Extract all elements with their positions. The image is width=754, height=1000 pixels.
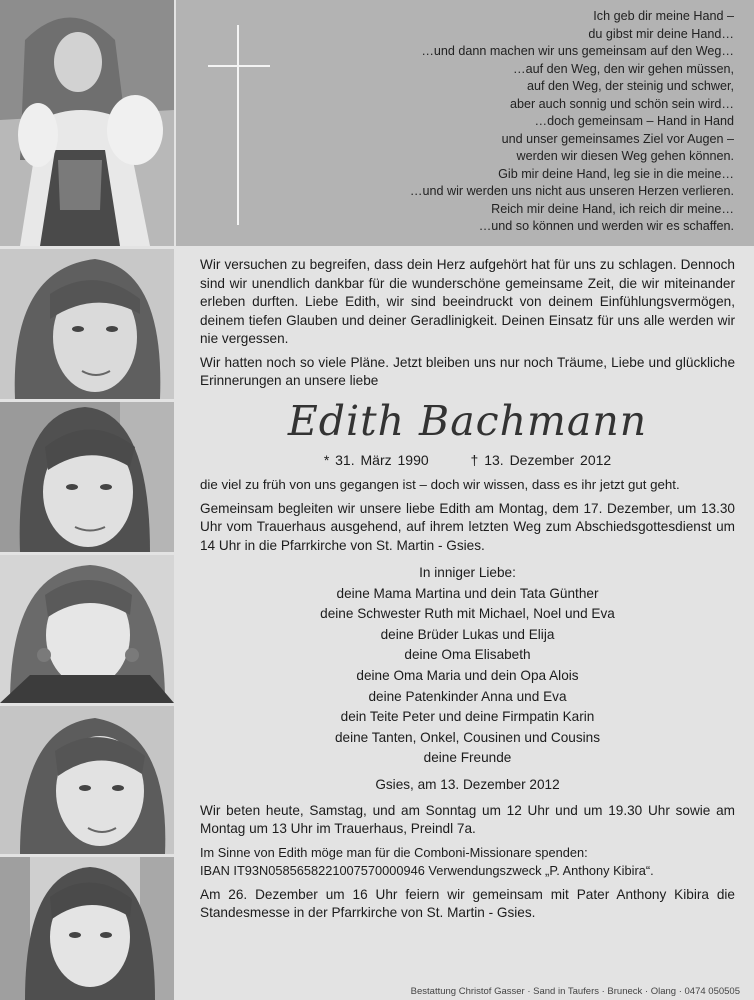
poem-line: auf den Weg, der steinig und schwer,	[527, 79, 734, 93]
obituary-text	[200, 256, 735, 928]
mourner: deine Patenkinder Anna und Eva	[368, 688, 567, 704]
poem-line: Ich geb dir meine Hand –	[593, 9, 734, 23]
undertaker-footer: Bestattung Christof Gasser · Sand in Taufers · Bruneck · Olang · 0474 050505	[410, 986, 740, 997]
mass-paragraph: Am 26. Dezember um 16 Uhr feiern wir gemeinsam mit Pater Anthony Kibira die Standesmesse in der Pfarrkirche von St. Martin - Gsies.	[200, 886, 735, 921]
cross-icon	[237, 25, 239, 225]
funeral-paragraph: Gemeinsam begleiten wir unsere liebe Edith am Montag, dem 17. Dezember, um 13.30 Uhr vom Trauerhaus ausgehend, auf ihrem letzten Weg zum Abschiedsgottesdienst um 14 Uhr in die Pfarrkirche von St. Martin - Gsies.	[200, 500, 735, 553]
poem-line: …und dann machen wir uns gemeinsam auf den Weg…	[421, 44, 734, 58]
intro-paragraph-2: Wir hatten noch so viele Pläne. Jetzt bleiben uns nur noch Träume, Liebe und glückliche Erinnerungen an unsere liebe	[200, 354, 735, 388]
mourner: dein Teite Peter und deine Firmpatin Karin	[340, 709, 595, 725]
poem-line: du gibst mir deine Hand…	[588, 26, 734, 41]
poem-line: werden wir diesen Weg gehen können.	[516, 149, 734, 163]
mourner: deine Schwester Ruth mit Michael, Noel und Eva	[320, 606, 615, 622]
deceased-name: Edith Bachmann	[287, 396, 648, 445]
portrait-photo-3	[0, 402, 174, 552]
portrait-photo-2	[0, 249, 174, 399]
mourner: deine Brüder Lukas und Elija	[380, 626, 555, 642]
poem-line: …auf den Weg, den wir gehen müssen,	[513, 61, 734, 76]
cross-icon-bar	[208, 65, 270, 67]
poem-line: Reich mir deine Hand, ich reich dir meine…	[491, 201, 734, 216]
portrait-photo-1	[0, 0, 174, 246]
mourner: deine Mama Martina und dein Tata Günther	[336, 585, 599, 601]
mourner: deine Oma Maria und dein Opa Alois	[356, 667, 579, 683]
portrait-photo-4	[0, 555, 174, 703]
donation-line: Im Sinne von Edith möge man für die Comboni-Missionare spenden:	[200, 844, 588, 860]
poem	[314, 8, 734, 236]
birth-date: * 31. März 1990	[323, 451, 429, 468]
poem-line: …und wir werden uns nicht aus unseren Herzen verlieren.	[409, 184, 734, 198]
mourner: deine Tanten, Onkel, Cousinen und Cousins	[334, 729, 600, 745]
death-date: † 13. Dezember 2012	[470, 451, 612, 468]
mourners-list	[200, 563, 735, 796]
portrait-photo-6	[0, 857, 174, 1000]
mourner: deine Freunde	[423, 750, 512, 766]
poem-line: …und so können und werden wir es schaffen.	[478, 219, 734, 233]
donation-iban: IBAN IT93N0585658221007570000946 Verwendungszweck „P. Anthony Kibira“.	[200, 863, 654, 879]
place-date: Gsies, am 13. Dezember 2012	[375, 776, 560, 792]
life-dates	[200, 451, 735, 470]
prayer-paragraph: Wir beten heute, Samstag, und am Sonntag um 12 Uhr und um 19.30 Uhr sowie am Montag um 13 Uhr im Trauerhaus, Preindl 7a.	[200, 802, 735, 837]
intro-paragraph: Wir versuchen zu begreifen, dass dein Herz aufgehört hat für uns zu schlagen. Dennoch sind wir unendlich dankbar für die wunderschöne gemeinsame Zeit, die wir miteinander erleben durften. Liebe Edith, wir sind beeindruckt von deinem Einfühlungsvermögen, deinem tiefen Glauben und deiner Geradlinigkeit. Deinen Einsatz für uns alle werden wir nie vergessen.	[200, 257, 735, 346]
too-early-line: die viel zu früh von uns gegangen ist – doch wir wissen, dass es ihr jetzt gut geht.	[200, 477, 680, 492]
portrait-photo-5	[0, 706, 174, 854]
mourners-intro: In inniger Liebe:	[419, 565, 516, 580]
poem-line: …doch gemeinsam – Hand in Hand	[534, 114, 734, 128]
poem-line: und unser gemeinsames Ziel vor Augen –	[501, 131, 734, 146]
poem-line: Gib mir deine Hand, leg sie in die meine…	[498, 166, 734, 181]
mourner: deine Oma Elisabeth	[404, 647, 531, 663]
poem-line: aber auch sonnig und schön sein wird…	[509, 96, 734, 111]
